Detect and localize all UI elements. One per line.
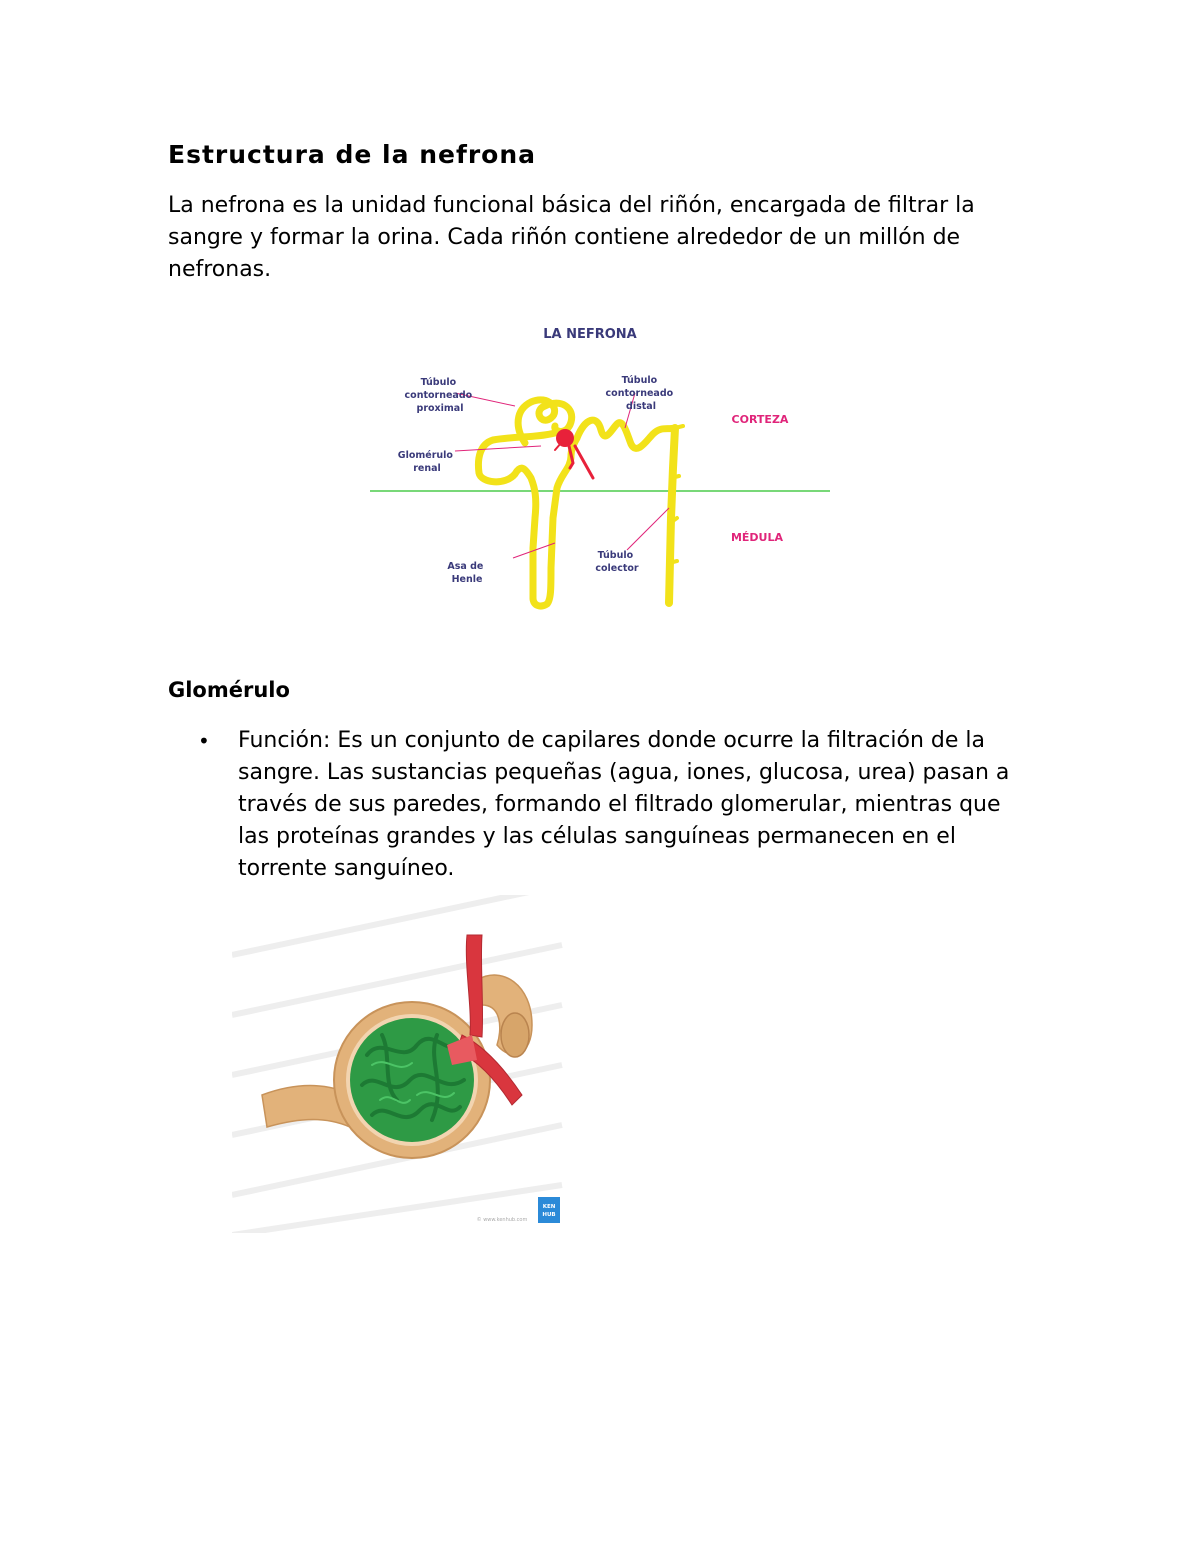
- image-credit: © www.kenhub.com: [476, 1217, 528, 1223]
- label-glomerulo: Glomérulo renal: [397, 450, 453, 474]
- diagram-title: LA NEFRONA: [543, 327, 637, 342]
- glomerulus-illustration: [232, 895, 572, 1233]
- label-distal: Túbulo contorneado distal: [605, 375, 674, 412]
- label-corteza: CORTEZA: [731, 413, 789, 426]
- svg-text:HUB: HUB: [542, 1212, 556, 1218]
- label-medula: MÉDULA: [730, 531, 784, 544]
- intro-paragraph: La nefrona es la unidad funcional básica del riñón, encargada de filtrar la sangre y formar la orina. Cada riñón contiene alrededor de un millón de nefronas.: [168, 193, 975, 282]
- capillary-tuft: [350, 1018, 474, 1142]
- bullet-text: Función: Es un conjunto de capilares donde ocurre la filtración de la sangre. Las sustancias pequeñas (agua, iones, glucosa, urea) pasan a través de sus paredes, formando el filtrado glomerular, mientras que las proteínas grandes y las células sanguíneas permanecen en el torrente sanguíneo.: [238, 728, 1010, 881]
- nephron-diagram: [365, 318, 835, 610]
- tubule: [478, 400, 683, 606]
- svg-text:KEN: KEN: [542, 1204, 556, 1210]
- kenhub-badge: [538, 1197, 560, 1223]
- section-heading-glomerulo: Glomérulo: [168, 678, 290, 702]
- page-title: Estructura de la nefrona: [168, 140, 537, 169]
- label-proximal: Túbulo contorneado proximal: [404, 377, 473, 414]
- bullet-symbol: •: [198, 729, 210, 753]
- label-asa: Asa de Henle: [447, 561, 484, 585]
- label-colector: Túbulo colector: [595, 550, 639, 574]
